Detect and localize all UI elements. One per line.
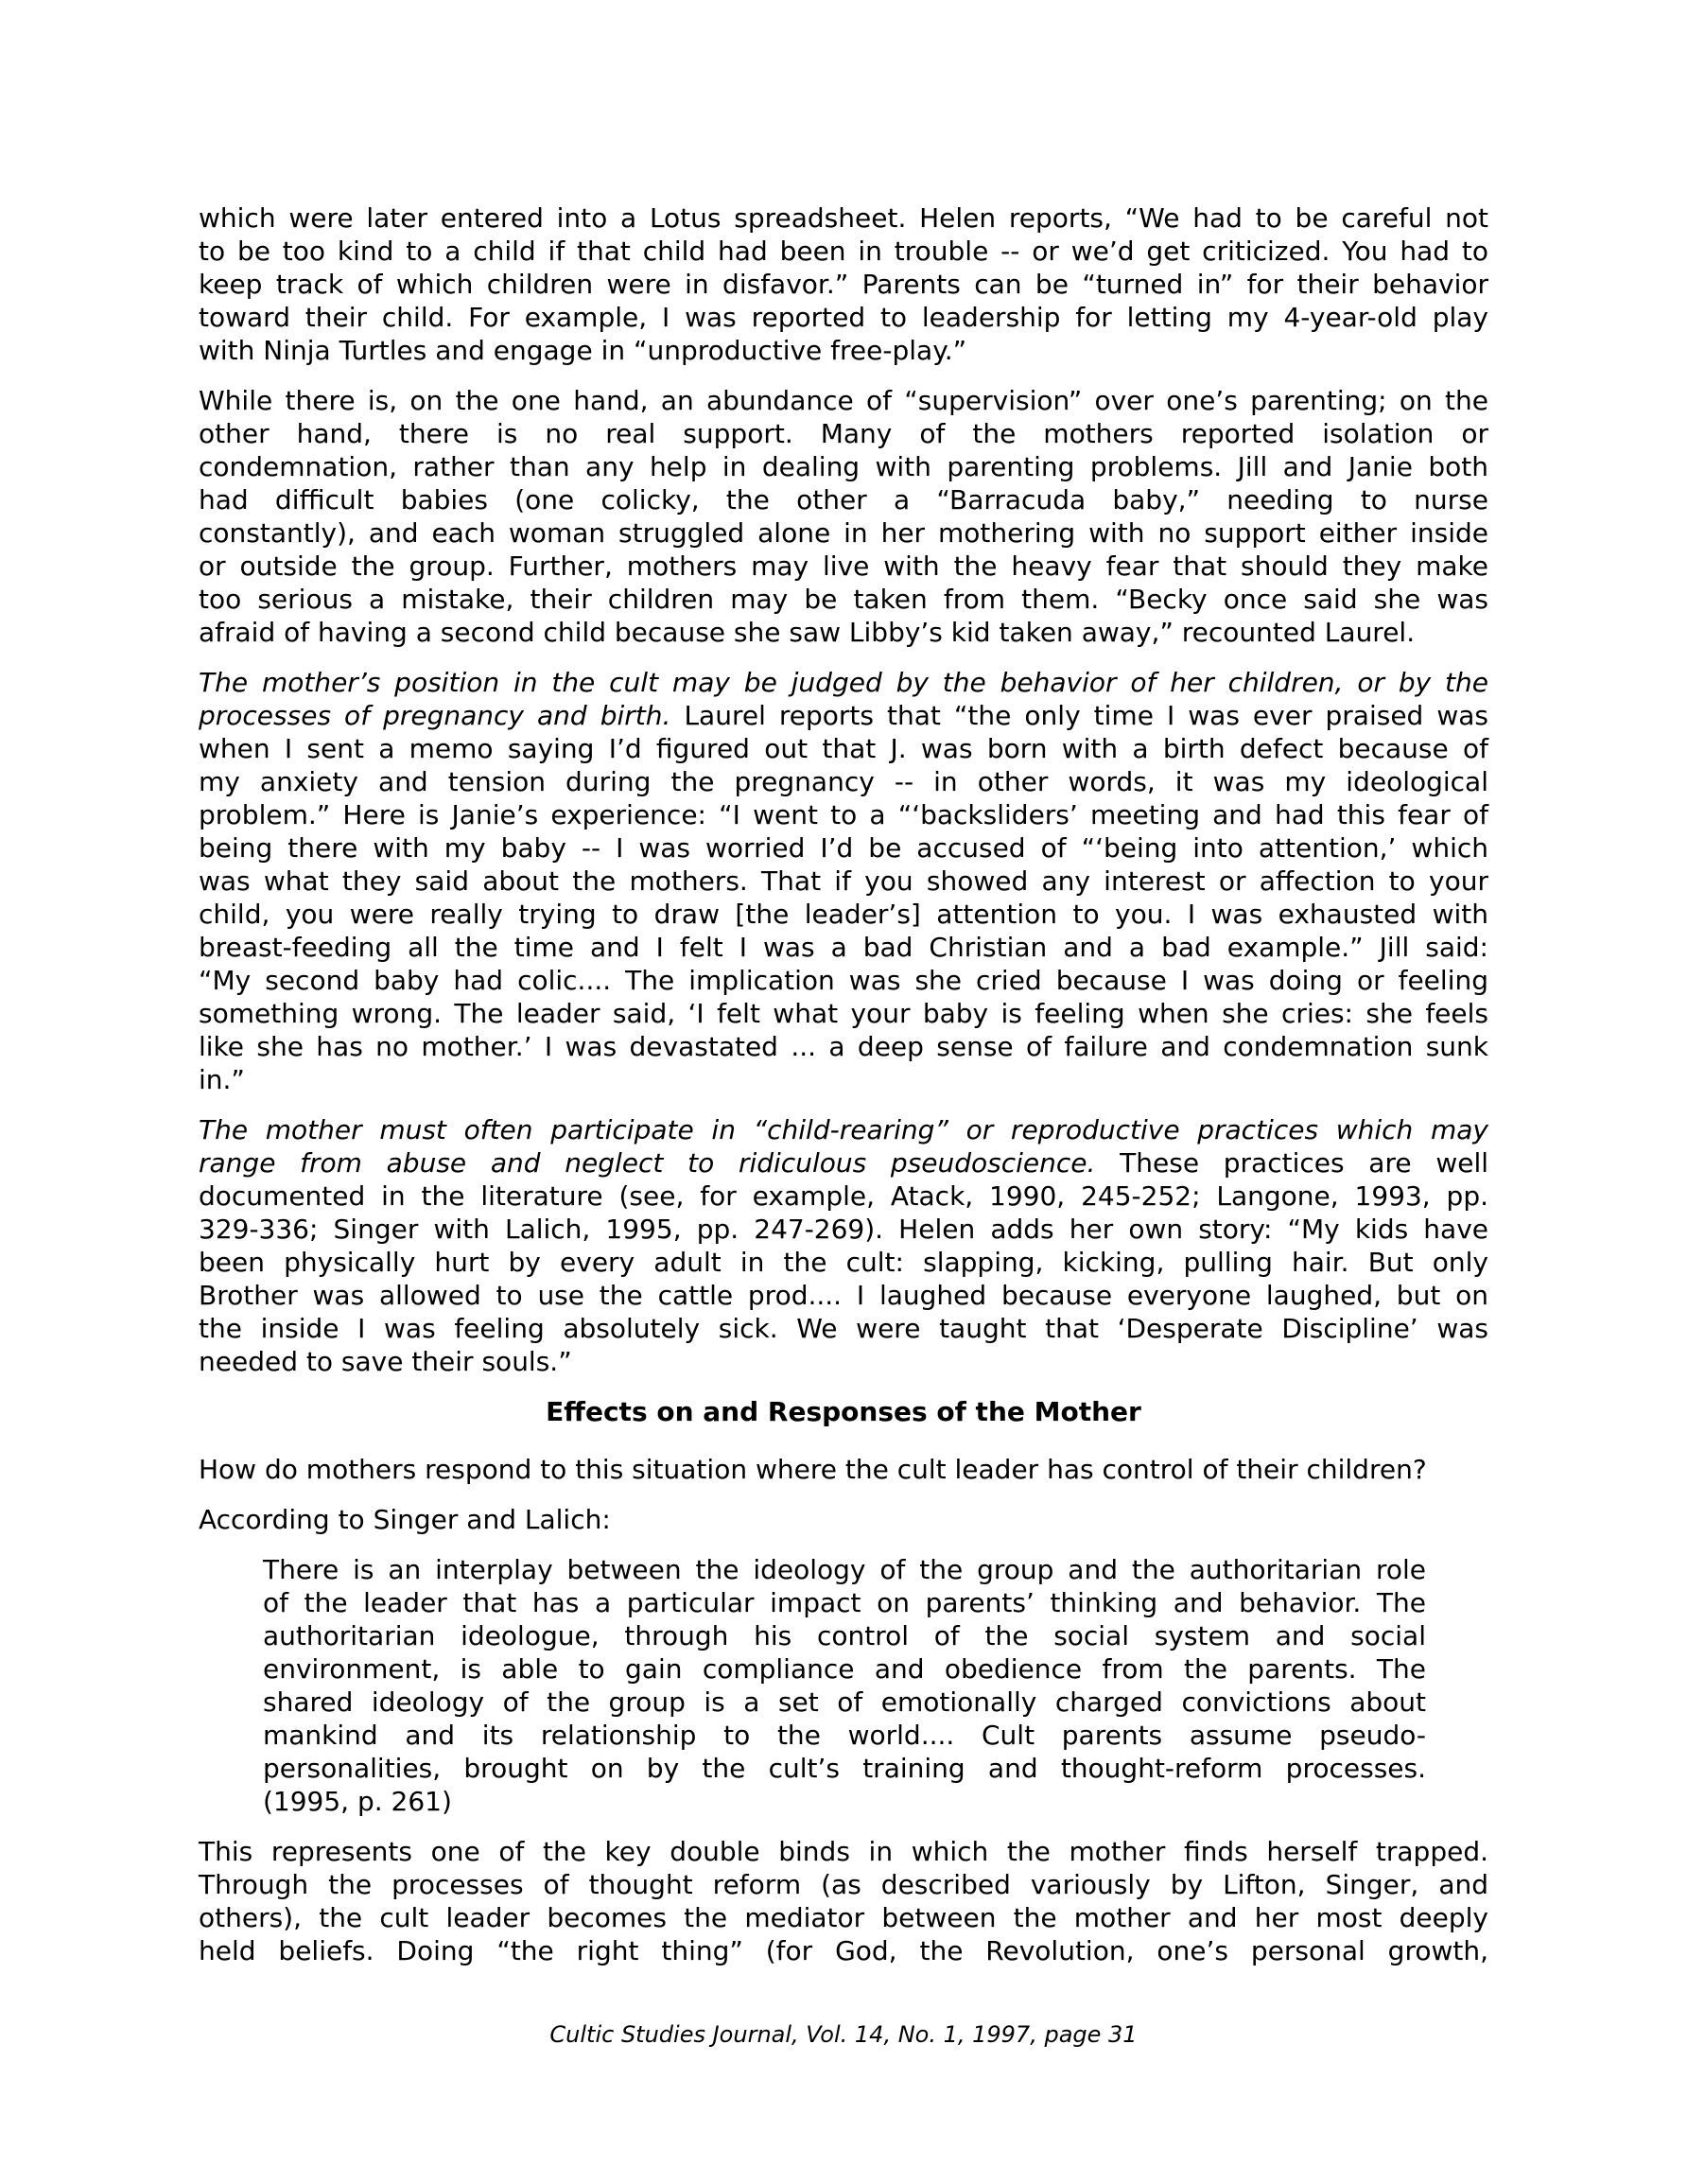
block-quote: [199, 1553, 1488, 1818]
body-text: my anxiety and tension during the pregnancy -- in other words, it was my ideological: [199, 766, 1488, 797]
italic-text: The mother must often participate in “child-rearing” or reproductive practices which may: [199, 1114, 1488, 1145]
text-line: [199, 1868, 1488, 1901]
body-text: condemnation, rather than any help in dealing with parenting problems. Jill and Janie both: [199, 451, 1488, 482]
body-text: toward their child. For example, I was reported to leadership for letting my 4-year-old play: [199, 302, 1488, 333]
paragraph: [199, 1503, 1488, 1536]
text-line: [199, 1213, 1488, 1246]
body-text: of the leader that has a particular impact on parents’ thinking and behavior. The: [263, 1587, 1426, 1618]
text-line: [199, 201, 1488, 235]
text-line: [199, 268, 1488, 301]
body-text: needed to save their souls.”: [199, 1346, 572, 1377]
text-line: [199, 1063, 1488, 1096]
text-line: [263, 1752, 1426, 1785]
body-text: Brother was allowed to use the cattle prod.... I laughed because everyone laughed, but on: [199, 1280, 1488, 1311]
body-text: being there with my baby -- I was worried I’d be accused of “‘being into attention,’ which: [199, 832, 1488, 864]
body-text: mankind and its relationship to the world.... Cult parents assume pseudo-: [263, 1720, 1426, 1751]
text-line: [199, 1113, 1488, 1146]
text-line: [263, 1586, 1426, 1619]
body-text: others), the cult leader becomes the mediator between the mother and her most deeply: [199, 1902, 1488, 1933]
text-line: [199, 334, 1488, 367]
body-text: in.”: [199, 1064, 245, 1095]
body-text: with Ninja Turtles and engage in “unproductive free-play.”: [199, 335, 967, 366]
text-line: [199, 1030, 1488, 1063]
body-text: While there is, on the one hand, an abundance of “supervision” over one’s parenting; on the: [199, 385, 1488, 416]
text-line: [199, 798, 1488, 831]
text-line: [263, 1652, 1426, 1686]
body-text: There is an interplay between the ideology of the group and the authoritarian role: [263, 1554, 1426, 1585]
body-text: which were later entered into a Lotus spreadsheet. Helen reports, “We had to be careful not: [199, 202, 1488, 234]
italic-text: range from abuse and neglect to ridiculous pseudoscience.: [199, 1147, 1096, 1179]
document-body: [199, 201, 1488, 2049]
body-text: This represents one of the key double binds in which the mother finds herself trapped.: [199, 1836, 1488, 1867]
body-text: or outside the group. Further, mothers may live with the heavy fear that should they make: [199, 550, 1488, 582]
text-line: [199, 1279, 1488, 1312]
body-text: been physically hurt by every adult in the cult: slapping, kicking, pulling hair. But only: [199, 1247, 1488, 1278]
body-text: (1995, p. 261): [263, 1786, 452, 1817]
italic-text: The mother’s position in the cult may be judged by the behavior of her children, or by the: [199, 667, 1488, 698]
body-text: environment, is able to gain compliance and obedience from the parents. The: [263, 1653, 1426, 1685]
body-text: breast-feeding all the time and I felt I was a bad Christian and a bad example.” Jill said:: [199, 932, 1488, 963]
body-text: child, you were really trying to draw [the leader’s] attention to you. I was exhausted with: [199, 899, 1488, 930]
text-line: [199, 384, 1488, 417]
text-line: [199, 483, 1488, 516]
paragraph: [199, 666, 1488, 1096]
body-text: keep track of which children were in disfavor.” Parents can be “turned in” for their behavior: [199, 269, 1488, 300]
body-text: when I sent a memo saying I’d figured out that J. was born with a birth defect because of: [199, 733, 1488, 764]
body-text: personalities, brought on by the cult’s training and thought-reform processes.: [263, 1753, 1426, 1784]
body-text: the inside I was feeling absolutely sick. We were taught that ‘Desperate Discipline’ was: [199, 1313, 1488, 1344]
text-line: [263, 1719, 1426, 1752]
text-line: [199, 1146, 1488, 1179]
text-line: [263, 1785, 1426, 1818]
text-line: [199, 1901, 1488, 1934]
text-line: [199, 699, 1488, 732]
text-line: [263, 1553, 1426, 1586]
body-text: was what they said about the mothers. That if you showed any interest or affection to your: [199, 865, 1488, 897]
text-line: [199, 235, 1488, 268]
text-line: [199, 516, 1488, 550]
body-text: to be too kind to a child if that child had been in trouble -- or we’d get criticized. You had to: [199, 236, 1488, 267]
paragraph: [199, 201, 1488, 367]
body-text: other hand, there is no real support. Many of the mothers reported isolation or: [199, 418, 1488, 449]
text-line: [199, 301, 1488, 334]
text-line: [263, 1686, 1426, 1719]
page-footer: Cultic Studies Journal, Vol. 14, No. 1, 1997, page 31: [549, 2021, 1138, 2048]
body-text: How do mothers respond to this situation where the cult leader has control of their children?: [199, 1454, 1427, 1485]
text-line: [199, 831, 1488, 865]
body-text: constantly), and each woman struggled alone in her mothering with no support either inside: [199, 517, 1488, 549]
text-line: [199, 583, 1488, 616]
body-text: like she has no mother.’ I was devastated ... a deep sense of failure and condemnation sunk: [199, 1031, 1488, 1062]
paragraph: [199, 384, 1488, 649]
text-line: [199, 865, 1488, 898]
body-text: had difficult babies (one colicky, the other a “Barracuda baby,” needing to nurse: [199, 484, 1488, 515]
body-text: According to Singer and Lalich:: [199, 1504, 611, 1535]
text-line: [199, 1835, 1488, 1868]
text-line: [199, 732, 1488, 765]
text-line: [199, 1503, 1488, 1536]
body-text: something wrong. The leader said, ‘I felt what your baby is feeling when she cries: she feels: [199, 998, 1488, 1029]
body-text: held beliefs. Doing “the right thing” (for God, the Revolution, one’s personal growth,: [199, 1935, 1488, 1966]
text-line: [199, 666, 1488, 699]
text-line: [199, 1345, 1488, 1378]
paragraph: [199, 1835, 1488, 1967]
text-line: [199, 997, 1488, 1030]
text-line: [199, 417, 1488, 450]
paragraph: [199, 1453, 1488, 1486]
text-line: [199, 450, 1488, 483]
body-text: documented in the literature (see, for example, Atack, 1990, 245-252; Langone, 1993, pp.: [199, 1180, 1488, 1212]
text-line: [199, 1179, 1488, 1213]
body-text: Laurel reports that “the only time I was ever praised was: [670, 700, 1488, 731]
body-text: too serious a mistake, their children may be taken from them. “Becky once said she was: [199, 584, 1488, 615]
text-line: [199, 1312, 1488, 1345]
text-line: [199, 1246, 1488, 1279]
body-text: Through the processes of thought reform (as described variously by Lifton, Singer, and: [199, 1869, 1488, 1900]
text-line: [199, 931, 1488, 964]
body-text: authoritarian ideologue, through his control of the social system and social: [263, 1620, 1426, 1651]
text-line: [199, 1934, 1488, 1967]
text-line: [199, 964, 1488, 997]
text-line: [199, 765, 1488, 798]
text-line: [199, 1453, 1488, 1486]
text-line: [199, 616, 1488, 649]
body-text: 329-336; Singer with Lalich, 1995, pp. 247-269). Helen adds her own story: “My kids have: [199, 1214, 1488, 1245]
body-text: afraid of having a second child because she saw Libby’s kid taken away,” recounted Laurel.: [199, 617, 1416, 648]
paragraph: [199, 1113, 1488, 1378]
text-line: [199, 550, 1488, 583]
body-text: problem.” Here is Janie’s experience: “I went to a “‘backsliders’ meeting and had this fear of: [199, 799, 1488, 830]
section-heading: Effects on and Responses of the Mother: [546, 1396, 1141, 1427]
italic-text: processes of pregnancy and birth.: [199, 700, 671, 731]
body-text: “My second baby had colic.... The implication was she cried because I was doing or feeling: [199, 965, 1488, 996]
body-text: shared ideology of the group is a set of emotionally charged convictions about: [263, 1686, 1426, 1718]
body-text: These practices are well: [1095, 1147, 1488, 1179]
text-line: [199, 898, 1488, 931]
text-line: [263, 1619, 1426, 1652]
